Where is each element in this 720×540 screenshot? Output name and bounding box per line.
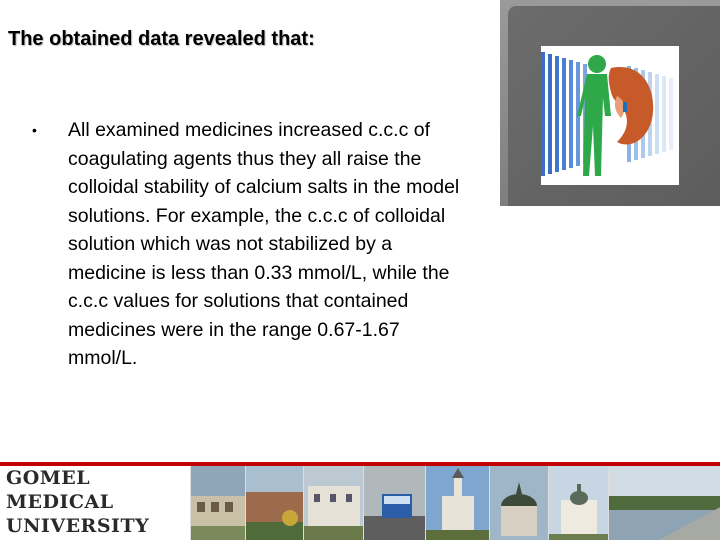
bus-street-photo — [363, 466, 425, 540]
river-photo — [608, 466, 720, 540]
bullet-marker: • — [32, 122, 37, 138]
palace-photo — [548, 466, 608, 540]
human-figure-graphic — [577, 55, 611, 176]
cathedral-photo — [489, 466, 547, 540]
logo-line: GOMEL — [6, 467, 91, 489]
kidney-graphic — [609, 67, 653, 144]
church-photo — [425, 466, 489, 540]
hospital-photo — [303, 466, 363, 540]
street-photo — [245, 466, 303, 540]
kidney-figure-icon — [541, 46, 679, 185]
bullet-text: All examined medicines increased c.c.c of coagulating agents thus they all raise the colloidal stability of calcium salts in the model solutions. For example, the c.c.c of colloidal solution which was not stabilized by a medicine is less than 0.33 mmol/L, while the c.c.c values for solutions that contained medicines were in the range 0.67-1.67 mmol/L. — [68, 119, 460, 369]
slide-heading: The obtained data revealed that: — [8, 28, 315, 50]
bullet-item — [30, 116, 470, 373]
bullet-list — [30, 116, 470, 373]
university-logo-text — [6, 466, 149, 538]
building-photo — [190, 466, 245, 540]
logo-line: UNIVERSITY — [6, 515, 150, 537]
medical-logo-image — [541, 46, 679, 185]
campus-photo-strip — [190, 466, 720, 540]
logo-line: MEDICAL — [6, 491, 114, 513]
